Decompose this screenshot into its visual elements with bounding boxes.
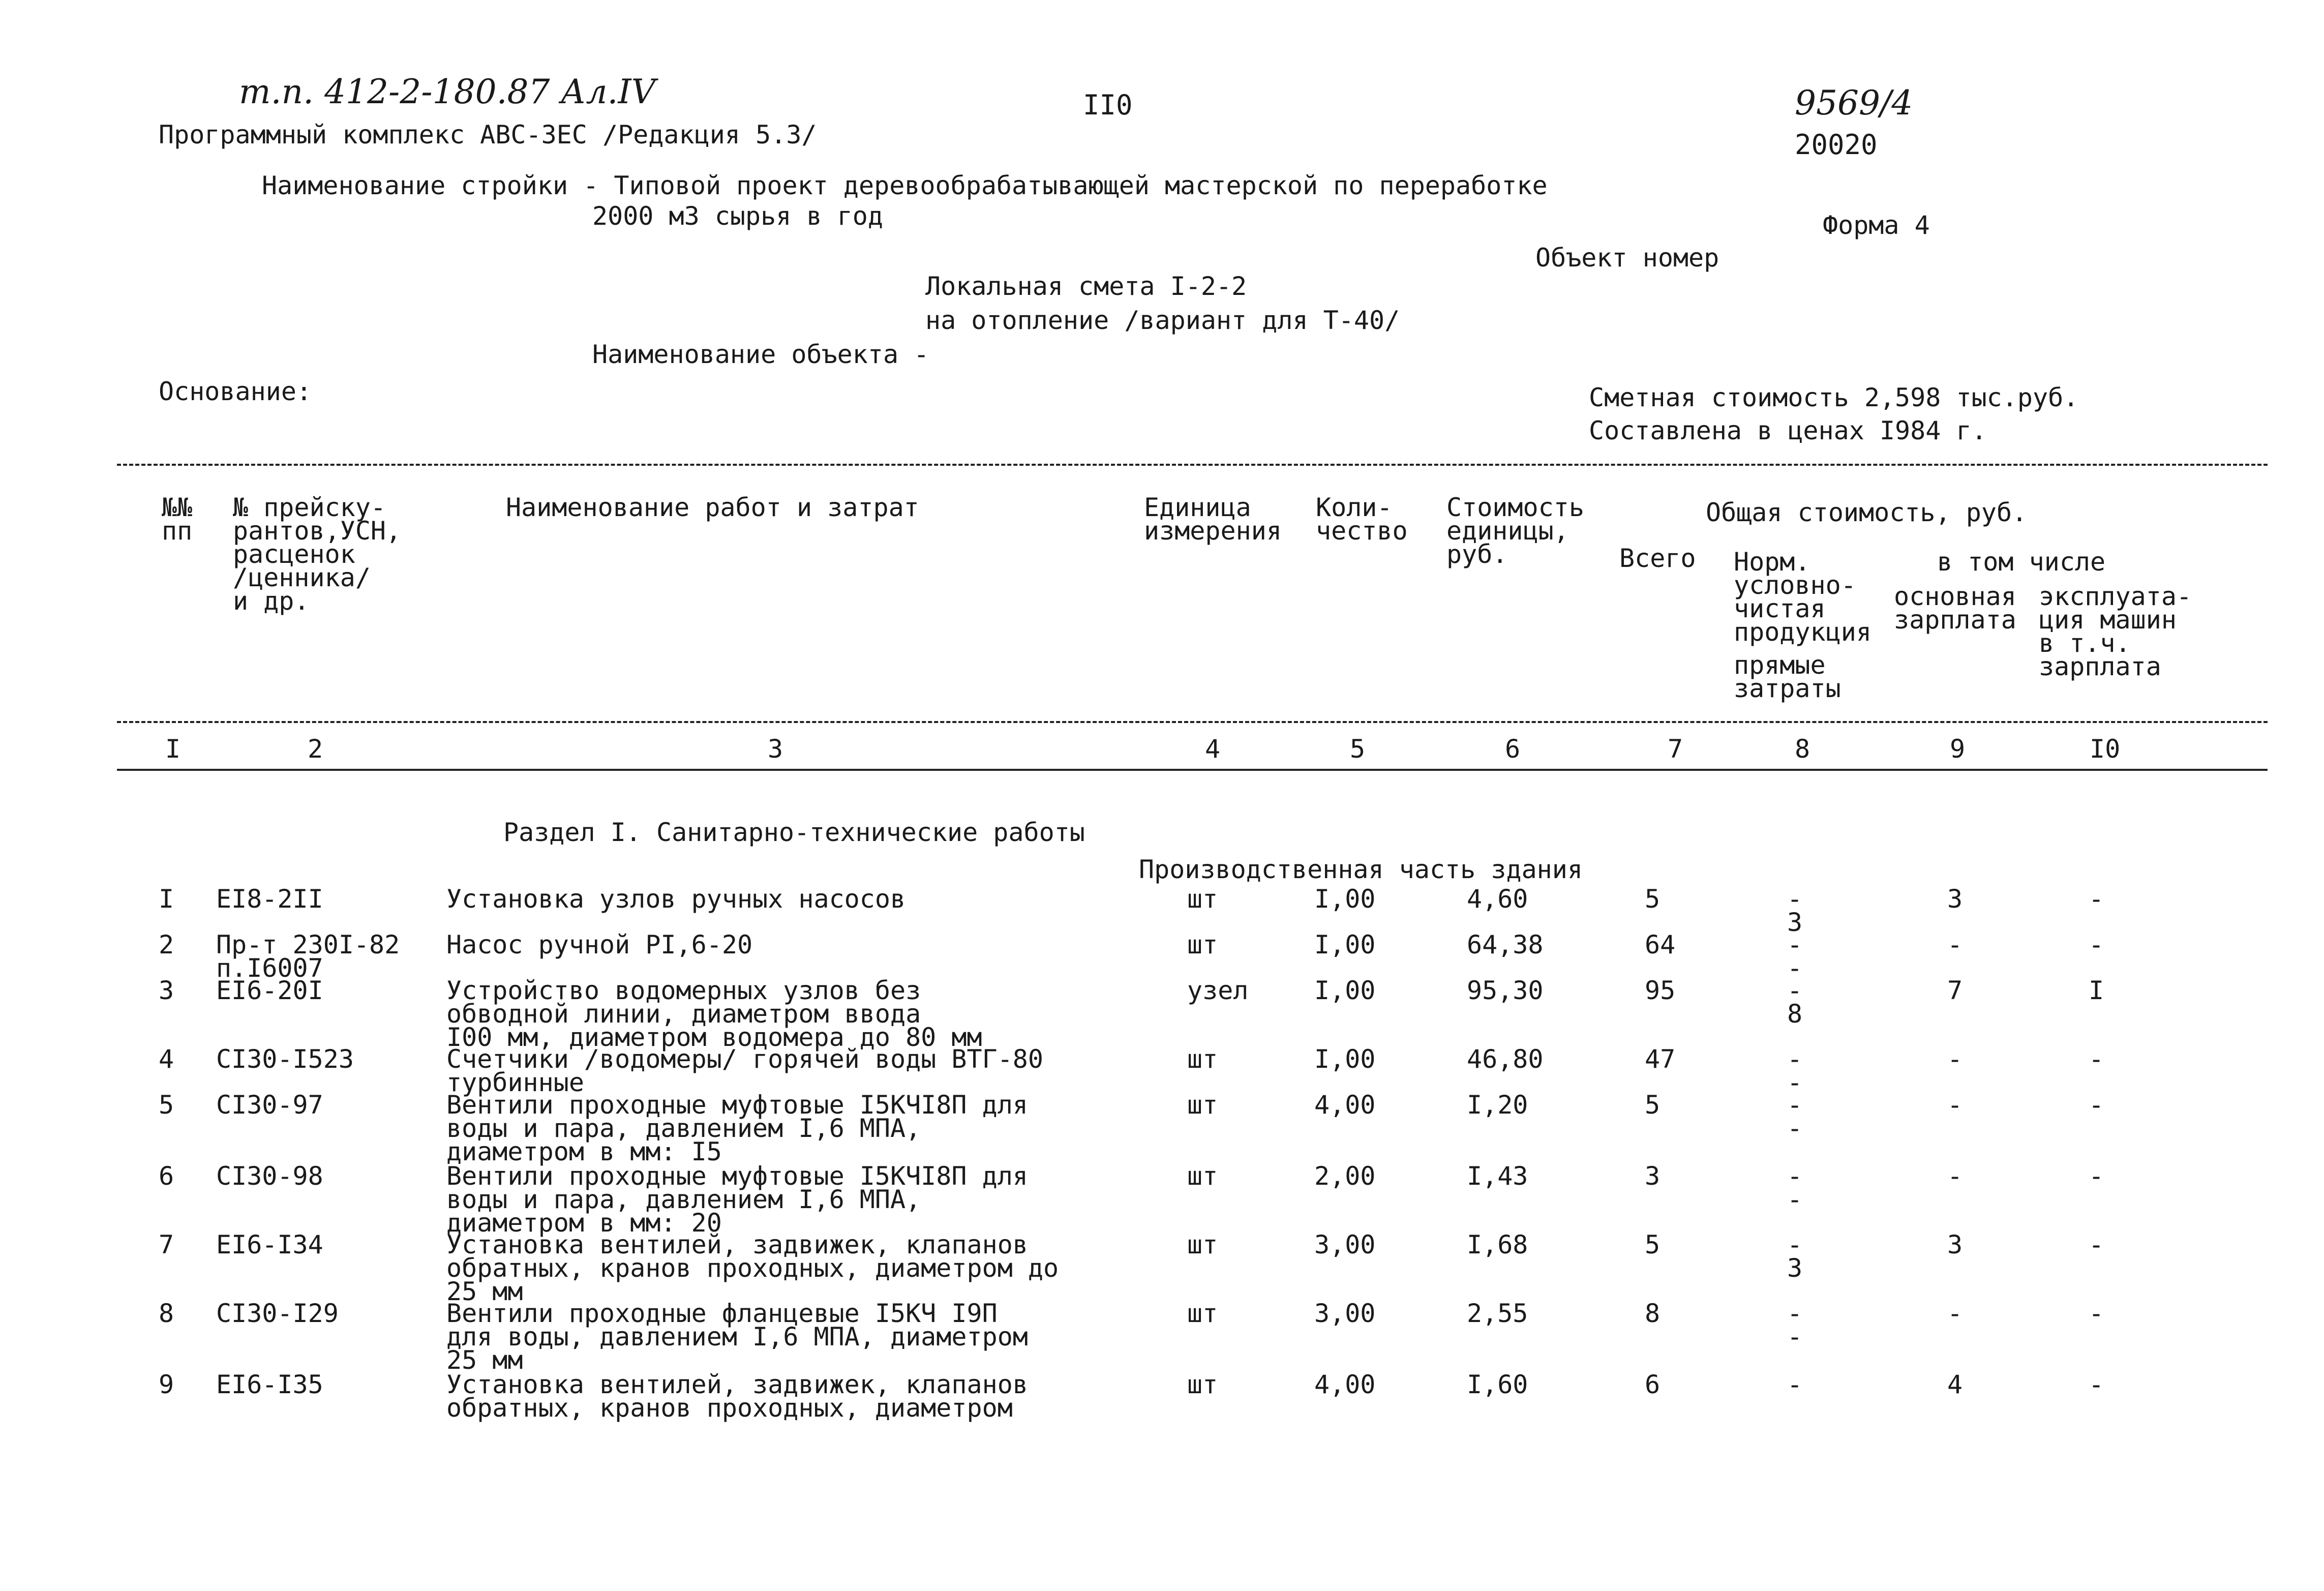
row-code: Пр-т 230I-82 п.I6007 [216,930,400,983]
row-total: 5 [1645,884,1661,914]
row-machines: - [2089,1370,2104,1399]
page-number: II0 [1083,89,1133,121]
column-number: 2 [308,734,323,764]
row-base-salary: - [1947,1299,1963,1328]
archive-code: 20020 [1795,129,1878,161]
row-norm-product: - [1787,1230,1803,1259]
row-norm-product: - [1787,976,1803,1005]
row-quantity: 3,00 [1314,1230,1376,1259]
estimate-title: Локальная смета I-2-2 [925,272,1247,301]
row-number: 5 [159,1090,174,1120]
row-direct-costs: 3 [1787,1253,1803,1283]
row-work-name: Насос ручной PI,6-20 [446,930,753,959]
row-work-name: Устройство водомерных узлов без обводной линии, диаметром ввода I00 мм, диаметром водомера до 80 мм [446,976,982,1052]
object-name-label: Наименование объекта - [592,340,929,369]
subsection-title: Производственная часть здания [1139,855,1583,884]
row-unit-cost: 4,60 [1467,884,1528,914]
col-header-name: Наименование работ и затрат [506,493,919,522]
row-work-name: Установка вентилей, задвижек, клапанов обратных, кранов проходных, диаметром [446,1370,1028,1423]
row-unit: шт [1187,884,1218,914]
row-direct-costs: - [1787,1322,1803,1352]
col-header-direct: прямые затраты [1734,650,1841,703]
construction-name-line2: 2000 м3 сырья в год [592,201,883,231]
row-base-salary: 3 [1947,884,1963,914]
row-base-salary: - [1947,1090,1963,1120]
estimate-subtitle: на отопление /вариант для Т-40/ [925,306,1400,335]
column-number: 3 [768,734,783,764]
row-code: CI30-I29 [216,1299,339,1328]
row-unit-cost: I,68 [1467,1230,1528,1259]
row-total: 3 [1645,1161,1661,1191]
row-code: CI30-97 [216,1090,323,1120]
row-unit: шт [1187,1044,1218,1074]
row-machines: - [2089,1161,2104,1191]
row-machines: - [2089,930,2104,959]
col-header-unit-cost: Стоимость единицы, руб. [1446,493,1584,569]
col-header-norm: Норм. условно- чистая продукция [1734,547,1872,647]
row-quantity: 3,00 [1314,1299,1376,1328]
row-work-name: Вентили проходные муфтовые I5КЧI8П для воды и пара, давлением I,6 МПА, диаметром в мм: 20 [446,1161,1028,1238]
column-number: 7 [1668,734,1683,764]
prices-year: Составлена в ценах I984 г. [1589,416,1987,445]
row-unit: шт [1187,1230,1218,1259]
row-norm-product: - [1787,1299,1803,1328]
row-work-name: Установка вентилей, задвижек, клапанов обратных, кранов проходных, диаметром до 25 мм [446,1230,1059,1306]
col-header-total-group: Общая стоимость, руб. [1706,498,2028,527]
row-norm-product: - [1787,1370,1803,1399]
form-label: Форма 4 [1823,211,1930,240]
row-quantity: I,00 [1314,976,1376,1005]
col-header-num: №№ пп [162,493,193,546]
row-number: 7 [159,1230,174,1259]
row-code: CI30-I523 [216,1044,354,1074]
row-work-name: Вентили проходные фланцевые I5КЧ I9П для воды, давлением I,6 МПА, диаметром 25 мм [446,1299,1028,1375]
col-header-machines: эксплуата- ция машин в т.ч. зарплата [2039,582,2192,681]
basis-label: Основание: [159,377,312,406]
row-quantity: 4,00 [1314,1370,1376,1399]
row-unit-cost: I,20 [1467,1090,1528,1120]
row-machines: - [2089,1044,2104,1074]
row-unit-cost: I,60 [1467,1370,1528,1399]
row-total: 6 [1645,1370,1661,1399]
row-unit: шт [1187,1370,1218,1399]
column-number: I0 [2090,734,2121,764]
row-base-salary: 7 [1947,976,1963,1005]
row-unit: шт [1187,1299,1218,1328]
row-unit-cost: I,43 [1467,1161,1528,1191]
row-unit-cost: 95,30 [1467,976,1544,1005]
row-base-salary: - [1947,1161,1963,1191]
col-header-code: № прейску- рантов,УСН, расценок /ценника/ и др. [233,493,402,616]
row-norm-product: - [1787,930,1803,959]
row-total: 5 [1645,1090,1661,1120]
row-machines: I [2089,976,2104,1005]
row-base-salary: - [1947,1044,1963,1074]
header-bottom-rule [117,721,2268,723]
row-quantity: I,00 [1314,884,1376,914]
row-unit: шт [1187,930,1218,959]
row-total: 5 [1645,1230,1661,1259]
row-unit-cost: 46,80 [1467,1044,1544,1074]
row-quantity: 4,00 [1314,1090,1376,1120]
archive-number-handwritten: 9569/4 [1795,83,1913,123]
row-total: 47 [1645,1044,1676,1074]
row-base-salary: - [1947,930,1963,959]
row-base-salary: 4 [1947,1370,1963,1399]
row-machines: - [2089,1090,2104,1120]
row-work-name: Установка узлов ручных насосов [446,884,906,914]
row-norm-product: - [1787,1044,1803,1074]
row-direct-costs: 3 [1787,908,1803,937]
row-quantity: I,00 [1314,930,1376,959]
row-direct-costs: 8 [1787,999,1803,1029]
column-numbers-rule [117,769,2268,771]
column-number: 5 [1350,734,1366,764]
row-norm-product: - [1787,1090,1803,1120]
col-header-total: Всего [1619,544,1696,573]
row-direct-costs: - [1787,1185,1803,1214]
object-number-label: Объект номер [1535,243,1719,273]
row-unit: шт [1187,1090,1218,1120]
column-number: 6 [1505,734,1521,764]
row-work-name: Вентили проходные муфтовые I5КЧI8П для воды и пара, давлением I,6 МПА, диаметром в мм: I5 [446,1090,1028,1166]
row-machines: - [2089,1299,2104,1328]
row-number: 2 [159,930,174,959]
row-norm-product: - [1787,1161,1803,1191]
col-header-salary: основная зарплата [1894,582,2016,635]
row-unit-cost: 64,38 [1467,930,1544,959]
row-code: EI6-I34 [216,1230,323,1259]
table-top-rule [117,464,2268,466]
column-number: 8 [1795,734,1810,764]
row-machines: - [2089,884,2104,914]
row-base-salary: 3 [1947,1230,1963,1259]
row-work-name: Счетчики /водомеры/ горячей воды ВТГ-80 турбинные [446,1044,1043,1097]
section-title: Раздел I. Санитарно-технические работы [503,818,1085,847]
col-header-unit: Единица измерения [1144,493,1282,546]
row-norm-product: - [1787,884,1803,914]
row-direct-costs: - [1787,1068,1803,1097]
row-unit-cost: 2,55 [1467,1299,1528,1328]
row-number: I [159,884,174,914]
row-code: CI30-98 [216,1161,323,1191]
row-number: 9 [159,1370,174,1399]
column-number: 9 [1950,734,1966,764]
row-number: 8 [159,1299,174,1328]
row-quantity: 2,00 [1314,1161,1376,1191]
row-code: EI6-20I [216,976,323,1005]
row-direct-costs: - [1787,1114,1803,1143]
row-total: 95 [1645,976,1676,1005]
row-total: 64 [1645,930,1676,959]
row-code: EI6-I35 [216,1370,323,1399]
column-number: 4 [1205,734,1221,764]
row-unit: узел [1187,976,1249,1005]
row-code: EI8-2II [216,884,323,914]
row-total: 8 [1645,1299,1661,1328]
row-number: 6 [159,1161,174,1191]
row-direct-costs: - [1787,953,1803,983]
row-quantity: I,00 [1314,1044,1376,1074]
col-header-incl: в том числе [1937,547,2106,577]
program-label: Программный комплекс АВС-3ЕС /Редакция 5.3/ [159,120,817,149]
column-number: I [165,734,181,764]
row-number: 3 [159,976,174,1005]
construction-name: Наименование стройки - Типовой проект деревообрабатывающей мастерской по переработке [262,171,1548,200]
col-header-qty: Коли- чество [1316,493,1408,546]
doc-reference-handwritten: т.п. 412-2-180.87 Ал.IV [239,72,656,111]
row-number: 4 [159,1044,174,1074]
row-unit: шт [1187,1161,1218,1191]
row-machines: - [2089,1230,2104,1259]
estimated-cost: Сметная стоимость 2,598 тыс.руб. [1589,383,2079,412]
